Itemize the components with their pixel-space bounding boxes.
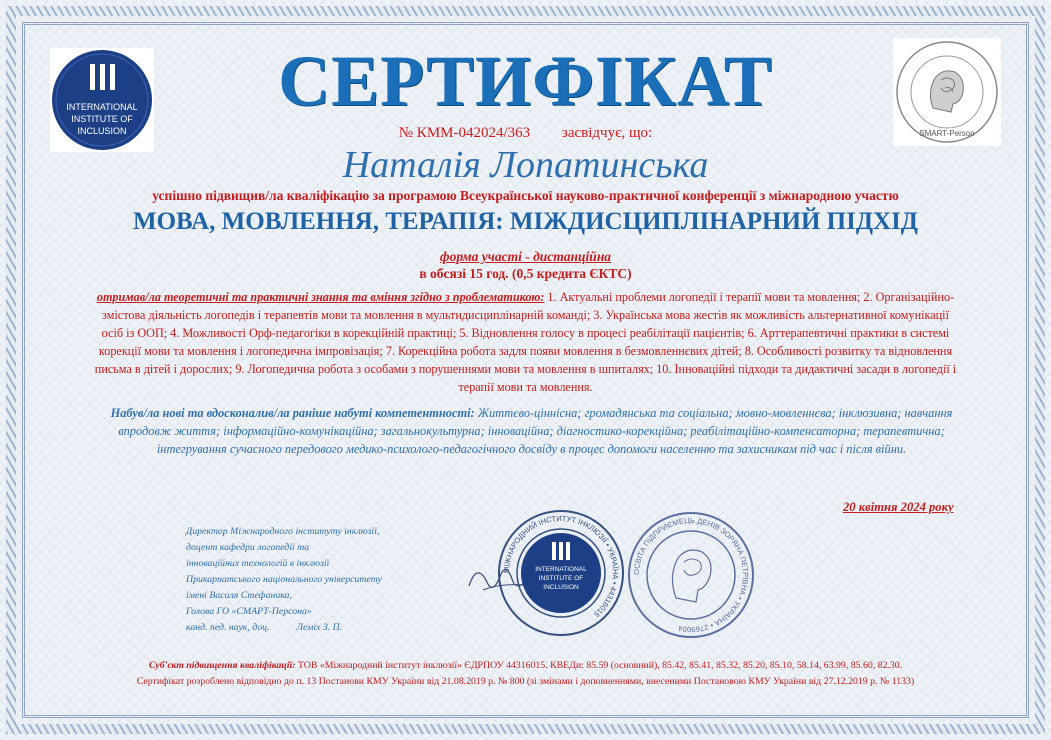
course-title: МОВА, МОВЛЕННЯ, ТЕРАПІЯ: МІЖДИСЦИПЛІНАРНИЙ ПІДХІД xyxy=(132,208,919,235)
footer-line1-text: ТОВ «Міжнародний інститут інклюзії» ЄДРПОУ 44316015. КВЕДи: 85.59 (основний), 85.42, 85.41, 85.32, 85.20, 85.10, 58.14, 63.99, 85.60, 82.30. xyxy=(295,660,903,671)
stamp-line1: INTERNATIONAL xyxy=(535,566,587,573)
footer-line1 xyxy=(60,658,991,674)
stamp-line2: INSTITUTE OF xyxy=(538,575,584,582)
entrepreneur-stamp-ring-text: ОСВІТА ПІДПРИЄМЕЦЬ ДЕНІВ ЗОРЯНА ПЕТРІВНА • УКРАЇНА • 2769004 xyxy=(631,515,751,635)
director-line: Прикарпатського національного університету xyxy=(186,574,382,585)
program-subtitle: успішно підвищив/ла кваліфікацію за програмою Всеукраїнської науково-практичної конференції з міжнародною участю xyxy=(152,188,899,203)
competences-lead: Набув/ла нові та вдосконалив/ла раніше набуті компетентності: xyxy=(110,406,475,420)
problems-lead: отримав/ла теоретичні та практичні знання та вміння згідно з проблематикою: xyxy=(96,290,545,304)
certificate-date: 20 квітня 2024 року xyxy=(843,500,954,514)
director-line: канд. пед. наук, доц. Леміх З. П. xyxy=(186,622,343,633)
certificate-number-line xyxy=(0,125,1051,142)
footer-lead: Суб'єкт підвищення кваліфікації: xyxy=(148,660,296,671)
director-signature-block xyxy=(186,524,426,636)
director-line: імені Василя Стефаника, xyxy=(186,590,292,601)
institute-logo-line1: INTERNATIONAL xyxy=(66,102,138,112)
smart-logo-label: SMART-Person xyxy=(919,129,975,138)
director-line: доцент кафедри логопедії та xyxy=(186,542,310,553)
institute-logo-line2: INSTITUTE OF xyxy=(71,114,133,124)
problems-paragraph xyxy=(92,288,959,396)
competences-paragraph xyxy=(92,404,971,458)
footer-line2: Сертифікат розроблено відповідно до п. 13 Постанови КМУ України від 21.08.2019 р. № 800 (зі змінами і доповненнями, внесеними Постановою КМУ України від 27.12.2019 р. № 1133) xyxy=(136,676,915,687)
problems-text: 1. Актуальні проблеми логопедії і терапії мови та мовлення; 2. Організаційно-змістова діяльність логопедів і терапевтів мови та мовлення в мультидисциплінарній команді; 3. Українська мова жестів як можливість альтернативної комунікації осіб із ООП; 4. Можливості Орф-педагогіки в корекційній практиці; 5. Відновлення голосу в процесі реабілітації пацієнтів; 6. Арттерапевтичні практики в системі корекції мови та мовлення і логопедична імпровізація; 7. Корекційна робота задля появи мовлення в безмовленнєвих дітей; 8. Особливості розвитку та відновлення письма в дітей і дорослих; 9. Логопедична робота з особами з порушеннями мови та мовлення в шпиталях; 10. Інноваційні підходи та дидактичні засади в логопедії і терапії мови та мовлення. xyxy=(94,290,957,394)
director-line: інноваційних технологій в інклюзії xyxy=(186,558,330,569)
director-line: Директор Міжнародного інституту інклюзії, xyxy=(186,526,380,537)
director-line: Голова ГО «СМАРТ-Персона» xyxy=(186,606,312,617)
competences-text: Життєво-ціннісна; громадянська та соціальна; мовно-мовленнєва; інклюзивна; навчання впродовж життя; інформаційно-комунікаційна; загальнокультурна; інноваційна; діагностико-корекційна; реабілітаційно-компенсаторна; терапевтична; інтегрування сучасного передового медико-психолого-педагогічного досвіду в процес допомоги населенню та захисникам під час і після війни. xyxy=(118,406,953,456)
entrepreneur-stamp xyxy=(626,510,756,640)
course-volume: в обсязі 15 год. (0,5 кредита ЄКТС) xyxy=(419,266,632,281)
footer-legal xyxy=(60,658,991,690)
institute-stamp xyxy=(496,508,626,638)
institute-stamp-ring-text: МІЖНАРОДНИЙ ІНСТИТУТ ІНКЛЮЗІЇ • УКРАЇНА • 44316015 xyxy=(501,513,621,619)
recipient-name: Наталія Лопатинська xyxy=(342,144,709,186)
certificate-number: № КММ-042024/363 xyxy=(398,125,531,141)
certificate-title: СЕРТИФІКАТ xyxy=(278,41,773,121)
certifies-text: засвідчує, що: xyxy=(561,125,653,141)
participation-form: форма участі - дистанційна xyxy=(439,249,612,264)
institute-logo-line3: INCLUSION xyxy=(77,126,127,136)
stamp-line3: INCLUSION xyxy=(543,584,579,591)
